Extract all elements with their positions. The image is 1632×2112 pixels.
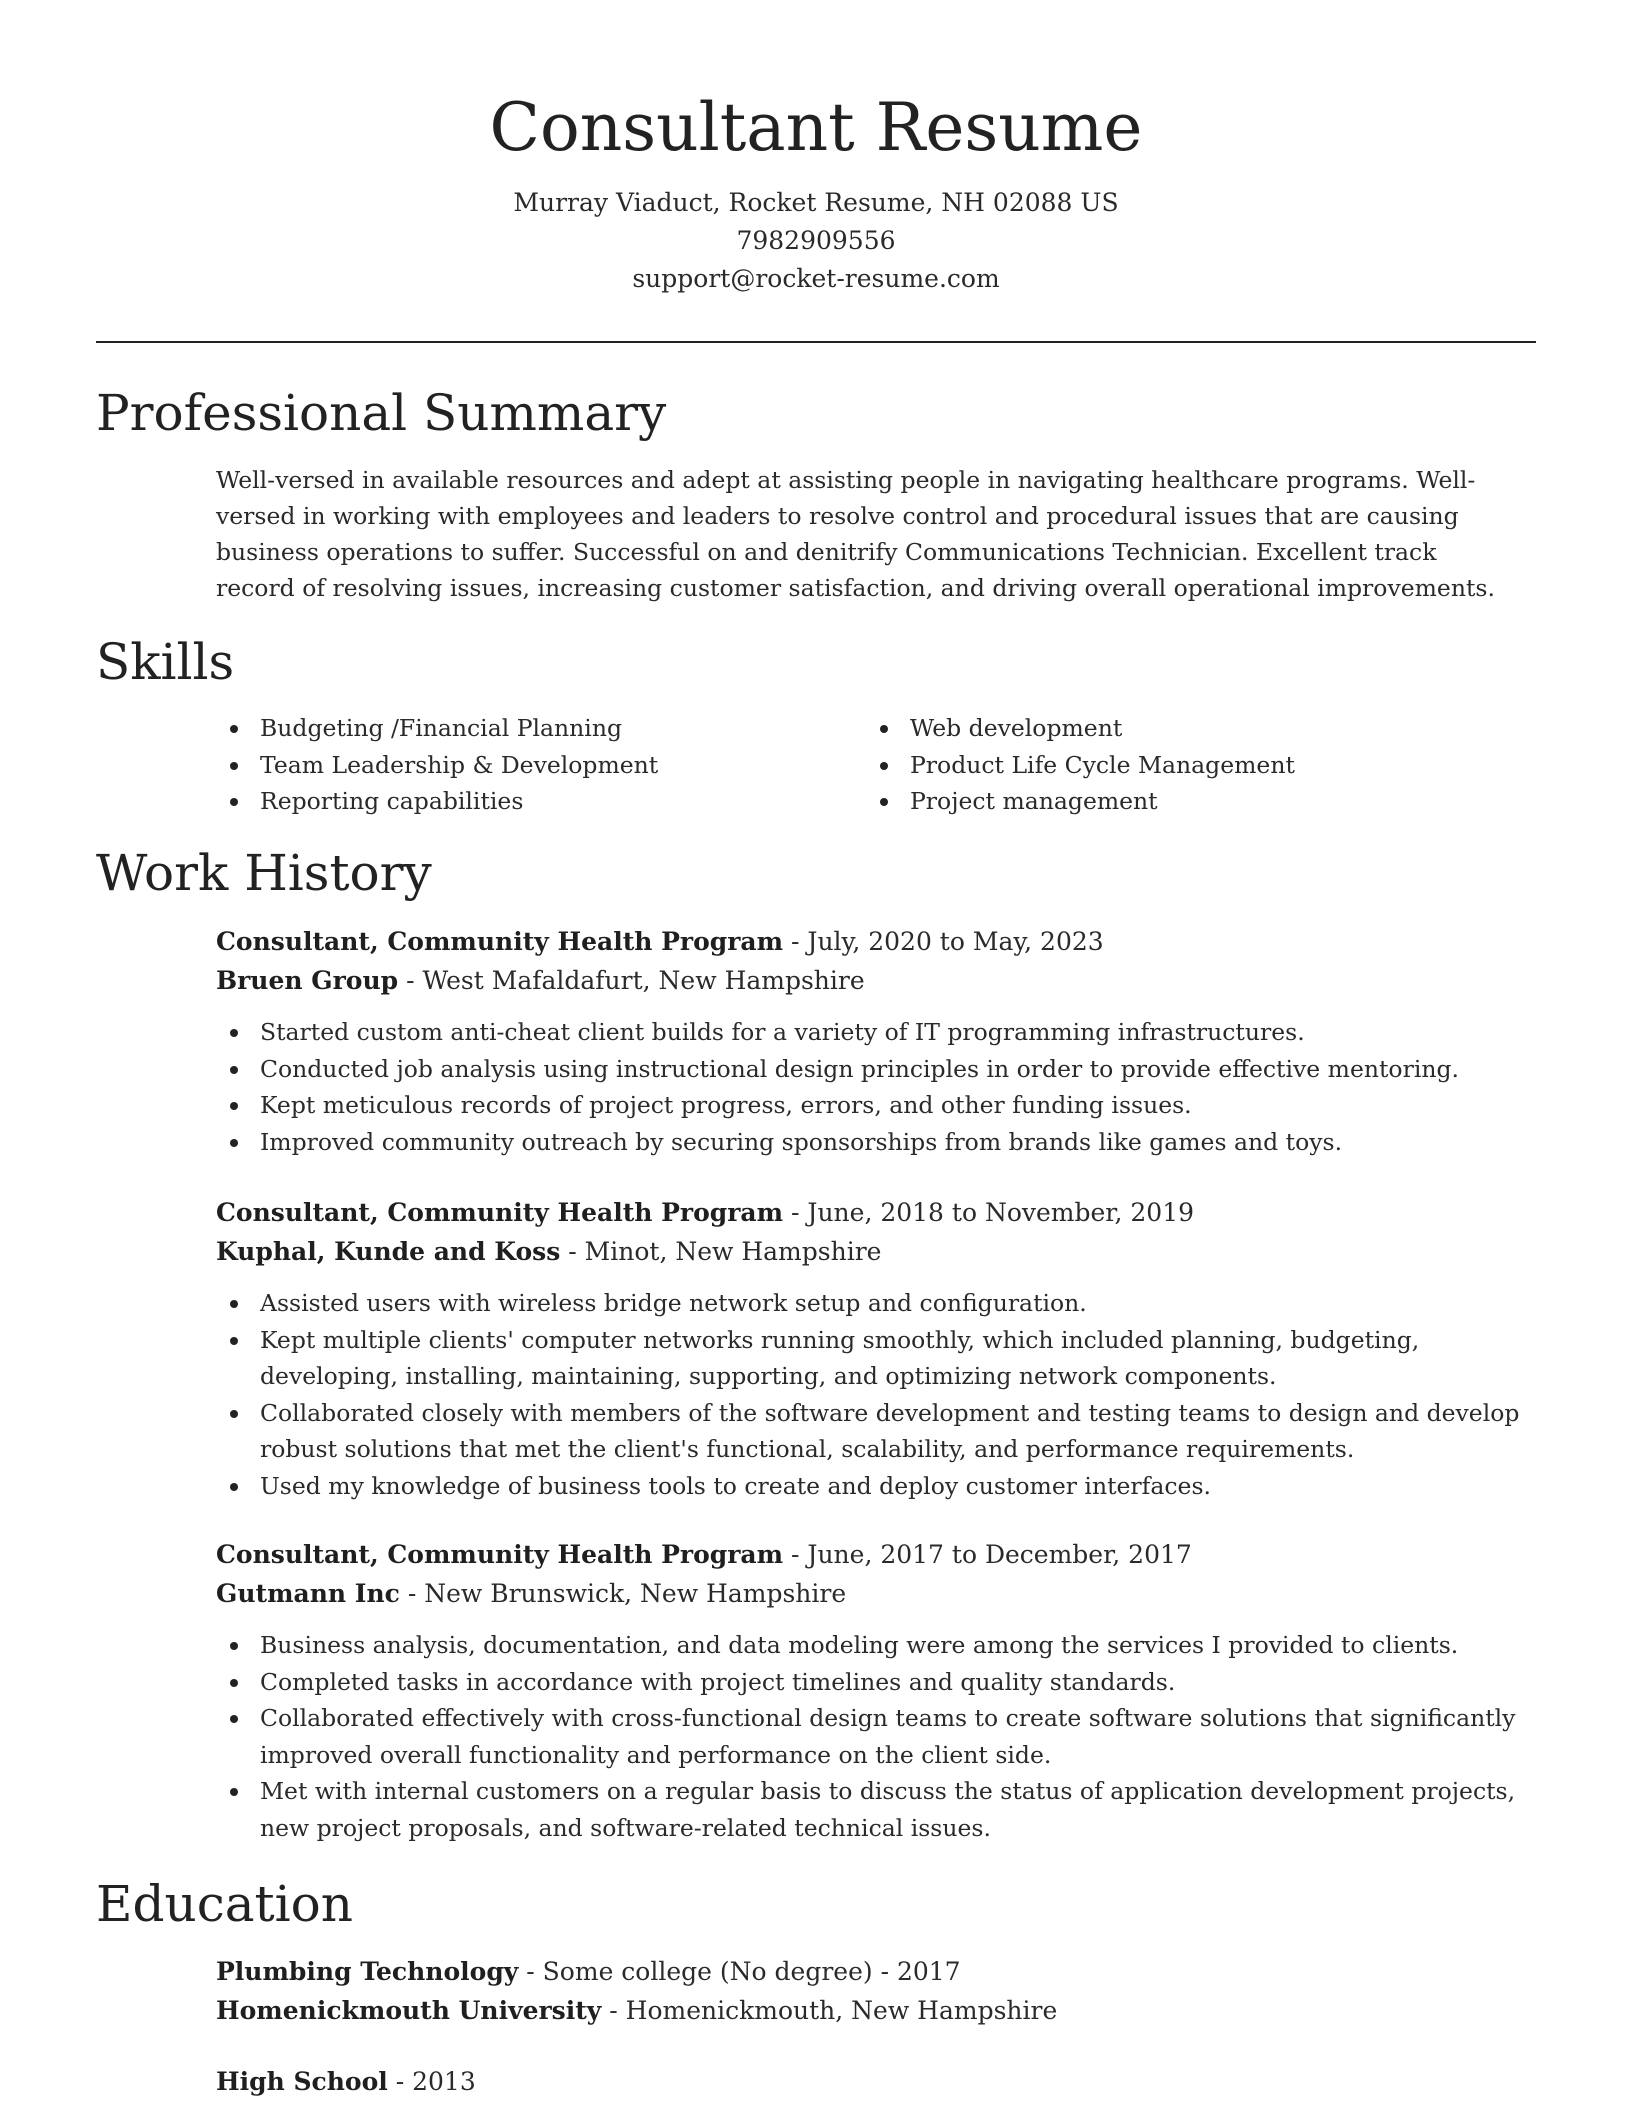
job-bullet: Collaborated closely with members of the software development and testing teams to design and develop robust solutions that met the client's functional, scalability, and performance requirements. <box>216 1395 1526 1468</box>
job-location: - New Brunswick, New Hampshire <box>399 1579 847 1608</box>
job-bullets <box>216 1014 1526 1160</box>
education-location: - Homenickmouth, New Hampshire <box>601 1996 1058 2025</box>
skills-heading: Skills <box>96 633 235 691</box>
job-title-line <box>216 1535 1526 1574</box>
job-dates: - June, 2017 to December, 2017 <box>783 1540 1192 1569</box>
job-bullet: Used my knowledge of business tools to create and deploy customer interfaces. <box>216 1468 1526 1505</box>
job-dates: - July, 2020 to May, 2023 <box>783 927 1104 956</box>
resume-header <box>0 0 1632 298</box>
job-location: - Minot, New Hampshire <box>560 1237 882 1266</box>
job-bullet: Met with internal customers on a regular basis to discuss the status of application development projects, new project proposals, and software-related technical issues. <box>216 1773 1526 1846</box>
job-bullets <box>216 1285 1526 1504</box>
header-divider <box>96 341 1536 343</box>
education-degree: High School <box>216 2067 388 2096</box>
job-bullet: Collaborated effectively with cross-functional design teams to create software solutions that significantly improved overall functionality and performance on the client side. <box>216 1700 1526 1773</box>
job-bullets <box>216 1627 1526 1846</box>
education-degree-line <box>216 2062 1526 2101</box>
job-entry <box>216 922 1526 1160</box>
education-detail: - 2013 <box>387 2067 476 2096</box>
skill-item: Budgeting /Financial Planning <box>216 710 866 747</box>
skill-item: Web development <box>866 710 1516 747</box>
skills-list <box>216 710 1516 820</box>
job-bullet: Business analysis, documentation, and data modeling were among the services I provided to clients. <box>216 1627 1526 1664</box>
education-entry <box>216 2062 1526 2101</box>
resume-title: Consultant Resume <box>489 89 1143 166</box>
job-title: Consultant, Community Health Program <box>216 927 784 956</box>
contact-info <box>0 184 1632 298</box>
skill-item: Reporting capabilities <box>216 783 866 820</box>
job-entry <box>216 1193 1526 1504</box>
education-entry <box>216 1952 1526 2030</box>
job-company-line <box>216 1574 1526 1613</box>
job-title: Consultant, Community Health Program <box>216 1198 784 1227</box>
job-title: Consultant, Community Health Program <box>216 1540 784 1569</box>
job-company: Kuphal, Kunde and Koss <box>216 1237 561 1266</box>
job-company: Bruen Group <box>216 966 399 995</box>
work-history-heading: Work History <box>96 844 432 902</box>
education-school-line <box>216 1991 1526 2030</box>
job-title-line <box>216 1193 1526 1232</box>
job-bullet: Kept meticulous records of project progress, errors, and other funding issues. <box>216 1087 1526 1124</box>
skill-item: Project management <box>866 783 1516 820</box>
contact-email: support@rocket-resume.com <box>632 264 1000 293</box>
education-heading: Education <box>96 1875 353 1933</box>
contact-phone: 7982909556 <box>736 226 896 255</box>
education-school: Homenickmouth University <box>216 1996 602 2025</box>
job-bullet: Started custom anti-cheat client builds for a variety of IT programming infrastructures. <box>216 1014 1526 1051</box>
job-entry <box>216 1535 1526 1846</box>
job-bullet: Kept multiple clients' computer networks running smoothly, which included planning, budgeting, developing, installing, maintaining, supporting, and optimizing network components. <box>216 1322 1526 1395</box>
summary-text: Well-versed in available resources and adept at assisting people in navigating healthcare programs. Well-versed in working with employees and leaders to resolve control and procedural issues that are causing business operations to suffer. Successful on and denitrify Communications Technician. Excellent track record of resolving issues, increasing customer satisfaction, and driving overall operational improvements. <box>216 466 1495 602</box>
summary-heading: Professional Summary <box>96 384 667 442</box>
job-location: - West Mafaldafurt, New Hampshire <box>398 966 865 995</box>
skill-item: Team Leadership & Development <box>216 747 866 784</box>
job-bullet: Improved community outreach by securing sponsorships from brands like games and toys. <box>216 1124 1526 1161</box>
education-degree: Plumbing Technology <box>216 1957 519 1986</box>
job-bullet: Completed tasks in accordance with project timelines and quality standards. <box>216 1664 1526 1701</box>
job-bullet: Assisted users with wireless bridge network setup and configuration. <box>216 1285 1526 1322</box>
job-company-line <box>216 961 1526 1000</box>
job-company-line <box>216 1232 1526 1271</box>
contact-address: Murray Viaduct, Rocket Resume, NH 02088 US <box>513 188 1119 217</box>
job-bullet: Conducted job analysis using instructional design principles in order to provide effective mentoring. <box>216 1051 1526 1088</box>
job-company: Gutmann Inc <box>216 1579 400 1608</box>
skill-item: Product Life Cycle Management <box>866 747 1516 784</box>
job-title-line <box>216 922 1526 961</box>
skills-column-right <box>866 710 1516 820</box>
skills-column-left <box>216 710 866 820</box>
education-detail: - Some college (No degree) - 2017 <box>518 1957 961 1986</box>
education-degree-line <box>216 1952 1526 1991</box>
job-dates: - June, 2018 to November, 2019 <box>783 1198 1195 1227</box>
